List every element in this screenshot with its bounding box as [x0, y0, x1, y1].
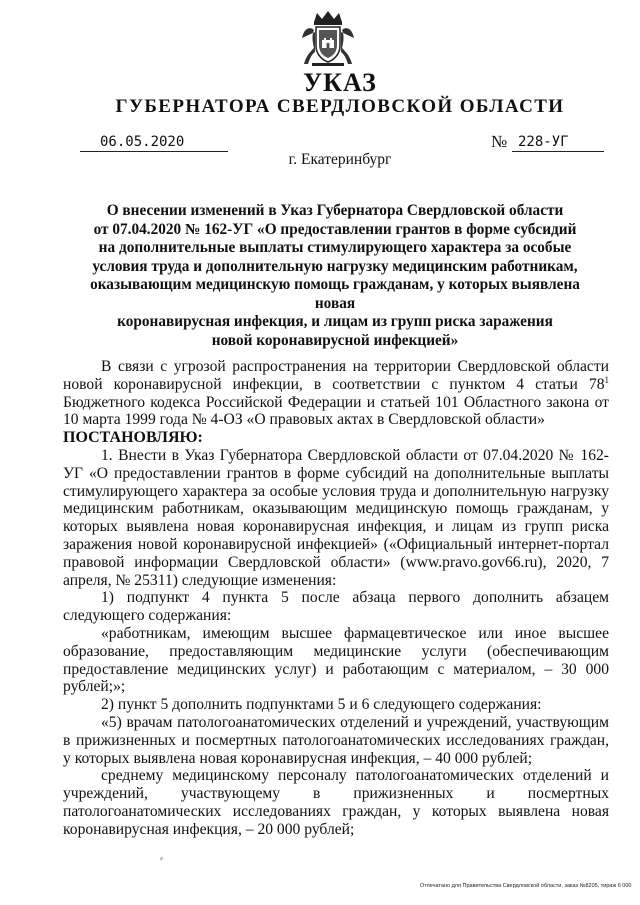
- document-type-heading: УКАЗ: [303, 68, 377, 97]
- issue-city: г. Екатеринбург: [288, 151, 392, 168]
- number-label: №: [491, 132, 508, 151]
- title-line: на дополнительные выплаты стимулирующего характера за особые: [98, 239, 572, 256]
- subclause-2-paragraph: 2) пункт 5 дополнить подпунктами 5 и 6 следующего содержания:: [101, 696, 542, 714]
- preamble-text-continued: Бюджетного кодекса Российской Федерации и статьей 101 Областного закона от 10 марта 1999 года № 4-ОЗ «О правовых актах в Свердловской области»: [63, 393, 609, 429]
- coat-of-arms-emblem: [298, 8, 358, 68]
- title-line: О внесении изменений в Указ Губернатора Свердловской области: [106, 202, 564, 219]
- title-line: коронавирусная инфекция, и лицам из групп риска заражения: [117, 313, 553, 330]
- document-number: 228-УГ: [512, 133, 604, 152]
- print-footer: Отпечатано для Правительства Свердловской области, заказ №8205, тираж 6 000: [420, 883, 632, 889]
- decree-word: ПОСТАНОВЛЯЮ:: [63, 429, 203, 447]
- title-line: оказывающим медицинскую помощь гражданам, у которых выявлена новая: [90, 276, 580, 312]
- subclause-1-paragraph: 1) подпункт 4 пункта 5 после абзаца первого дополнить абзацем следующего содержания:: [63, 589, 609, 625]
- scan-mark: ⸗: [160, 853, 163, 863]
- issuer-heading: ГУБЕРНАТОРА СВЕРДЛОВСКОЙ ОБЛАСТИ: [115, 96, 565, 117]
- title-line: от 07.04.2020 № 162-УГ «О предоставлении грантов в форме субсидий: [93, 220, 577, 238]
- clause-1-paragraph: 1. Внести в Указ Губернатора Свердловской области от 07.04.2020 № 162-УГ «О предоставлении грантов в форме субсидий на дополнительные выплаты стимулирующего характера за особые условия труда и дополнительную нагрузку медицинским работникам, оказывающим медицинскую помощь гражданам, у которых выявлена новая коронавирусная инфекция, и лицам из групп риска заражения новой коронавирусной инфекцией» («Официальный интернет-портал правовой информации Свердловской области» (www.pravo.gov66.ru), 2020, 7 апреля, № 25311) следующие изменения:: [63, 446, 609, 589]
- title-line: новой коронавирусной инфекцией»: [211, 331, 459, 349]
- preamble-paragraph: [63, 358, 609, 429]
- document-title: [70, 202, 600, 350]
- quoted-amendment-paragraph: «работникам, имеющим высшее фармацевтическое или иное высшее образование, предоставляющим медицинские услуги (обеспечивающим предоставление медицинских услуг) и работающим с материалом, – 30 000 рублей;»;: [63, 624, 609, 696]
- article-superscript: 1: [604, 374, 609, 385]
- subclause-5-paragraph: «5) врачам патологоанатомических отделений и учреждений, участвующим в прижизненных и посмертных патологоанатомических исследованиях граждан, у которых выявлена новая коронавирусная инфекция, – 40 000 рублей;: [63, 713, 609, 767]
- preamble-text: В связи с угрозой распространения на территории Свердловской области новой коронавирусной инфекции, в соответствии с пунктом 4 статьи 78: [63, 358, 609, 393]
- title-line: условия труда и дополнительную нагрузку медицинским работникам,: [92, 257, 578, 275]
- issue-date: 06.05.2020: [80, 133, 228, 152]
- document-body: [63, 358, 609, 839]
- nursing-staff-paragraph: среднему медицинскому персоналу патологоанатомических отделений и учреждений, участвующему в прижизненных и посмертных патологоанатомических исследованиях граждан, у которых выявлена новая коронавирусная инфекция, – 20 000 рублей;: [63, 767, 609, 838]
